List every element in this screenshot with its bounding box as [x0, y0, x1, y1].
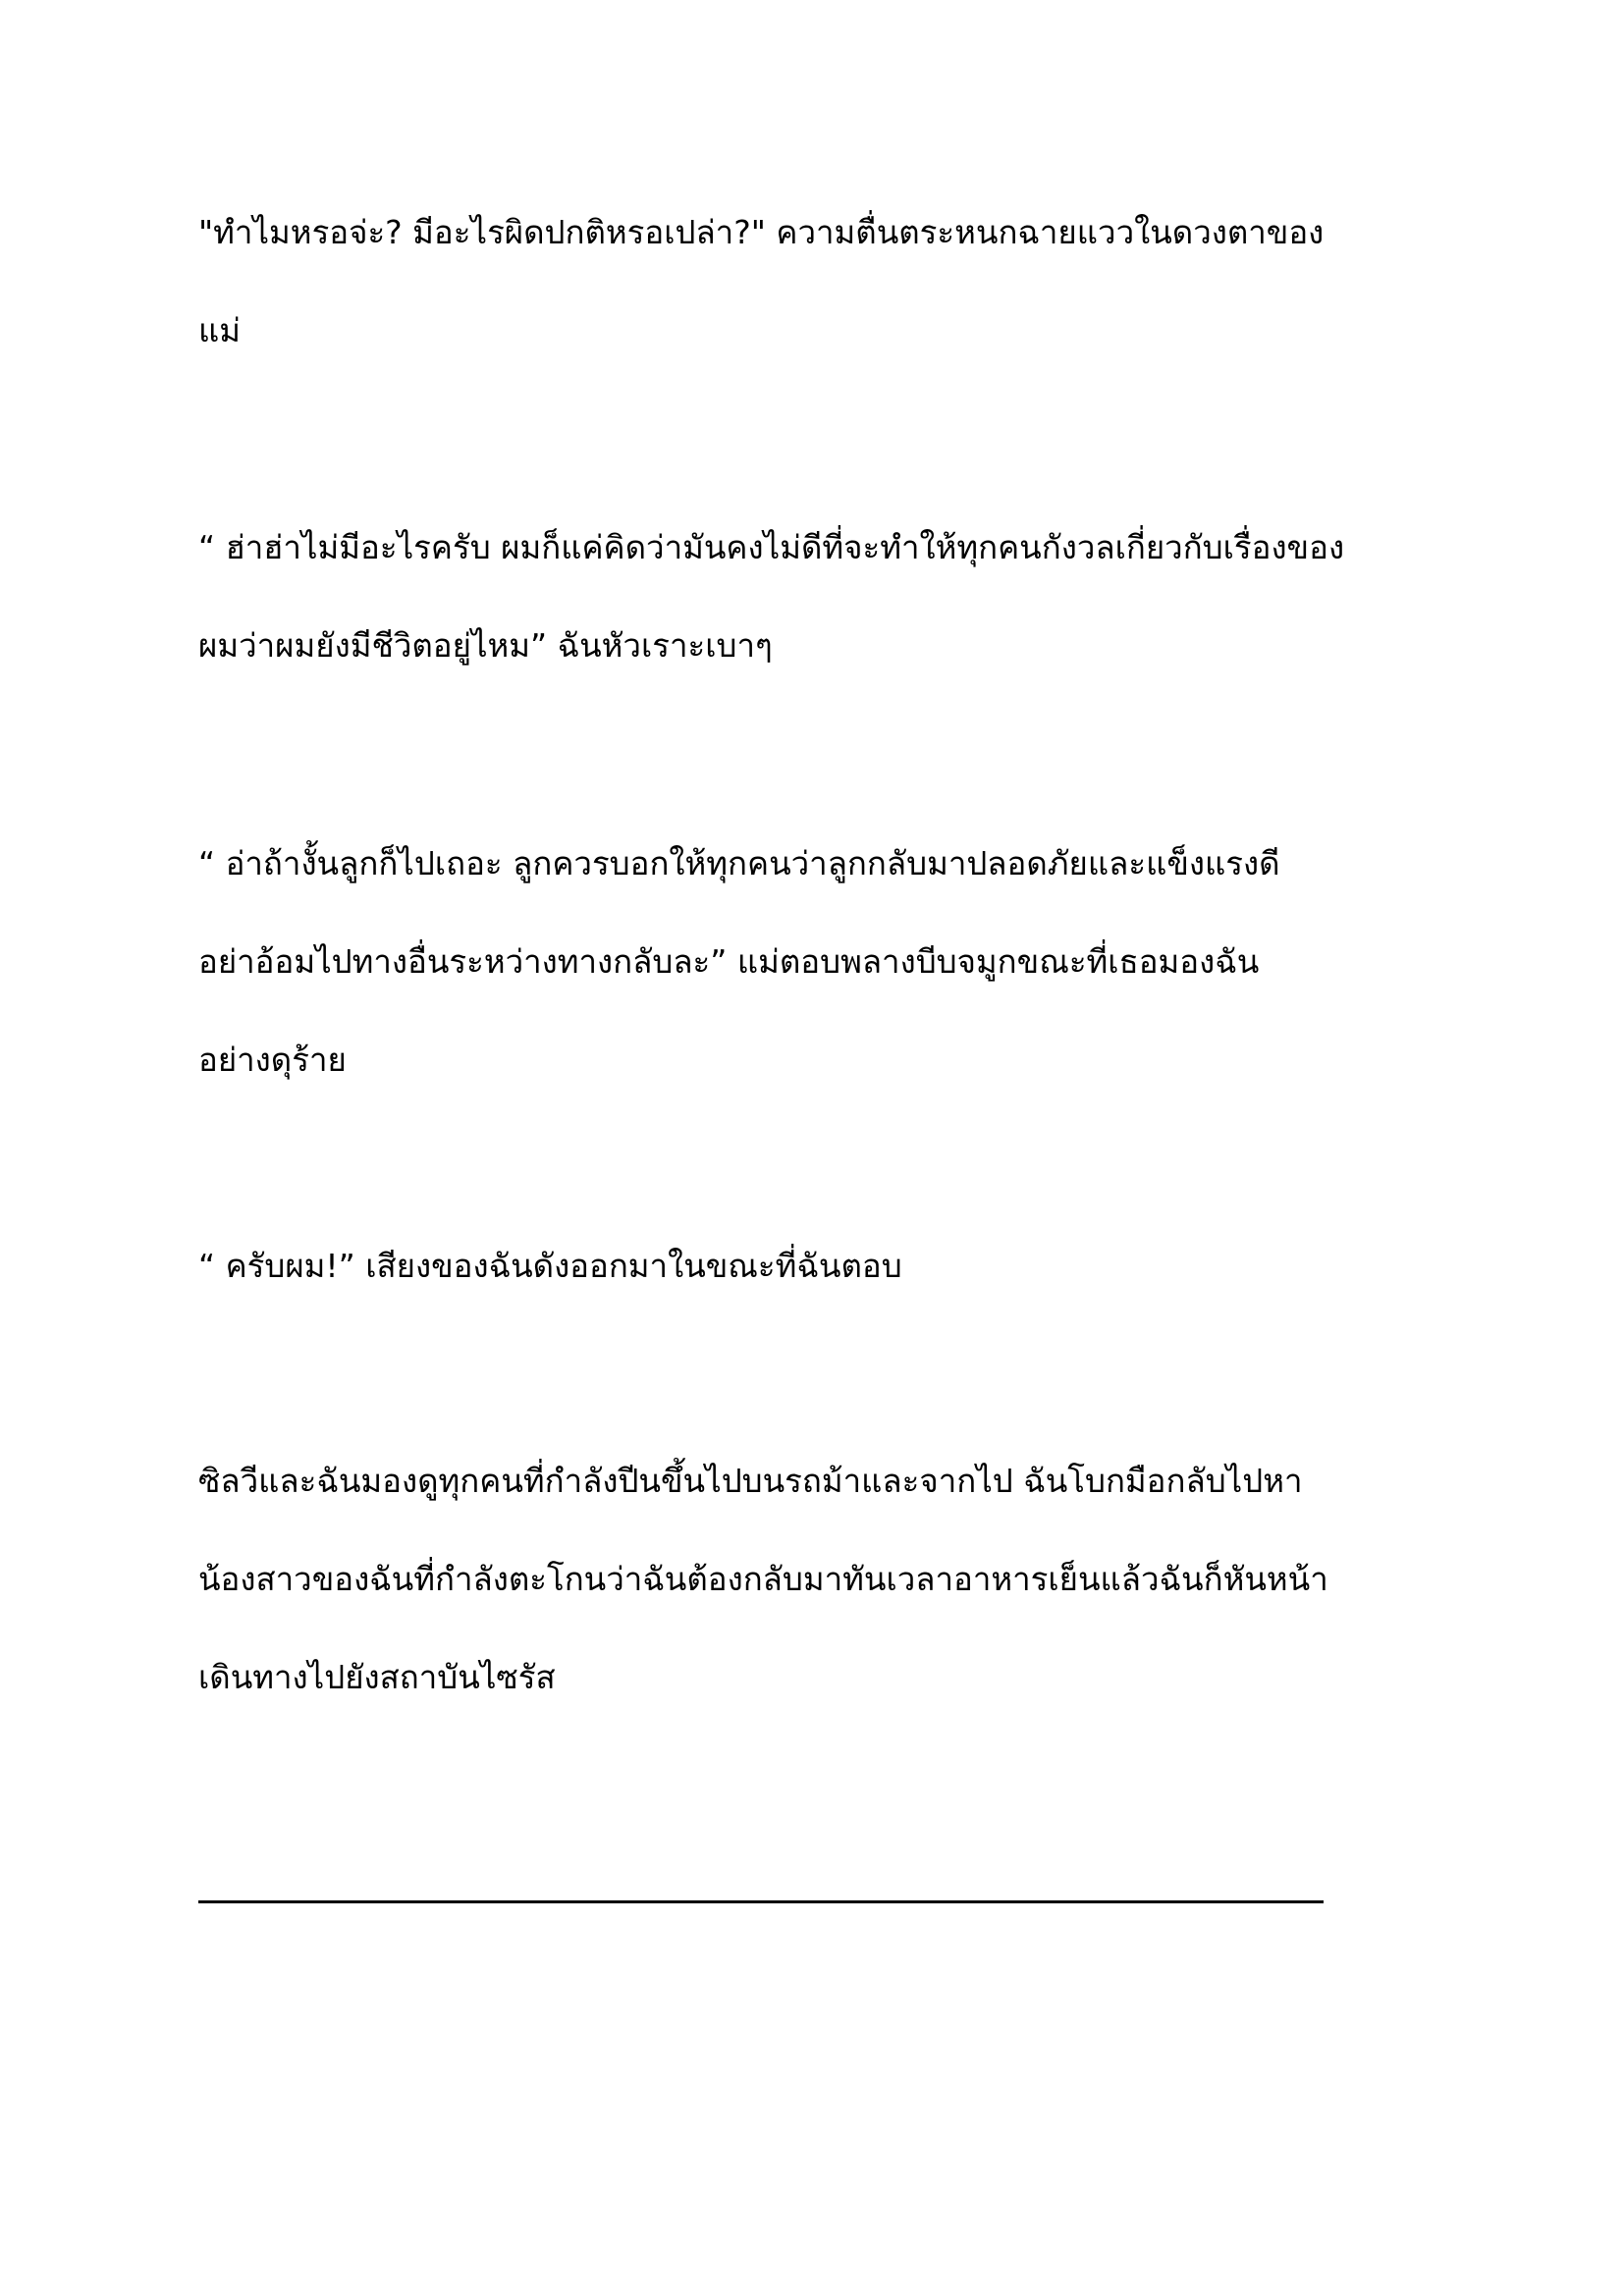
text-line: อย่างดุร้าย [198, 1041, 347, 1079]
paragraph-mother-question [198, 184, 1455, 380]
text-line: "ทำไมหรอจ่ะ? มีอะไรผิดปกติหรอเปล่า?" ความตื่นตระหนกฉายแววในดวงตาของ [198, 213, 1325, 251]
section-divider [198, 1900, 1324, 1903]
paragraph-mother-instruction [198, 815, 1455, 1109]
paragraph-son-reply [198, 499, 1455, 695]
text-line: เดินทางไปยังสถาบันไซรัส [198, 1658, 556, 1696]
text-line: ซิลวีและฉันมองดูทุกคนที่กำลังปีนขึ้นไปบนรถม้าและจากไป ฉันโบกมือกลับไปหา [198, 1462, 1303, 1500]
paragraph-narration [198, 1432, 1455, 1727]
text-line: “ ครับผม!” เสียงของฉันดังออกมาในขณะที่ฉันตอบ [198, 1247, 902, 1285]
text-line: ผมว่าผมยังมีชีวิตอยู่ไหม” ฉันหัวเราะเบาๆ [198, 626, 773, 665]
text-line: “ อ่าถ้างั้นลูกก็ไปเถอะ ลูกควรบอกให้ทุกคนว่าลูกกลับมาปลอดภัยและแข็งแรงดี [198, 844, 1280, 882]
text-line: น้องสาวของฉันที่กำลังตะโกนว่าฉันต้องกลับมาทันเวลาอาหารเย็นแล้วฉันก็หันหน้า [198, 1560, 1328, 1598]
text-line: “ ฮ่าฮ่าไม่มีอะไรครับ ผมก็แค่คิดว่ามันคงไม่ดีที่จะทำให้ทุกคนกังวลเกี่ยวกับเรื่องของ [198, 528, 1345, 566]
text-line: อย่าอ้อมไปทางอื่นระหว่างทางกลับละ” แม่ตอบพลางบีบจมูกขณะที่เธอมองฉัน [198, 942, 1260, 981]
text-line: แม่ [198, 311, 242, 349]
paragraph-son-answer [198, 1217, 1455, 1315]
